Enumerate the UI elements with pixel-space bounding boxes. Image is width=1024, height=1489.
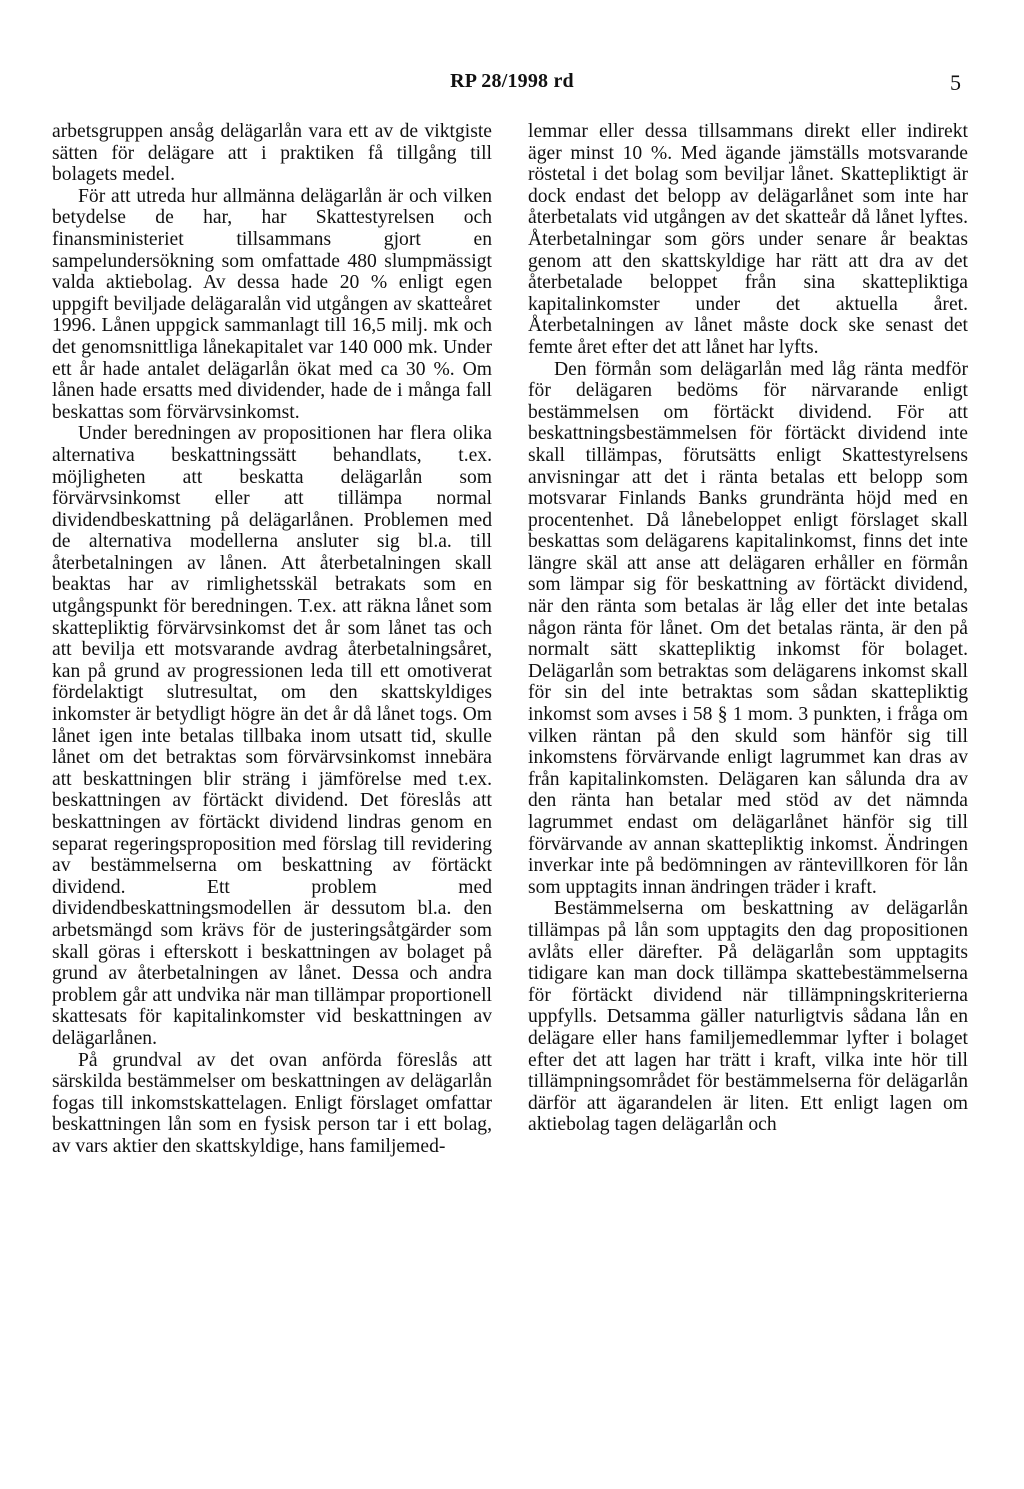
page-number: 5	[950, 70, 961, 95]
paragraph: Bestämmelserna om beskattning av delägarlån tillämpas på lån som upptagits den dag propositionen avlåts eller därefter. På delägarlån som upptagits tidigare kan man dock tillämpa skattebestämmelserna för förtäckt dividend när tillämpningskriterierna uppfylls. Detsamma gäller naturligtvis sådana lån en delägare eller hans familjemedlemmar lyfter i bolaget efter det att lagen har trätt i kraft, vilka inte hör till tillämpningsområdet för bestämmelserna för delägarlån därför att ägarandelen är liten. Ett enligt lagen om aktiebolag tagen delägarlån och	[528, 898, 968, 1136]
document-reference: RP 28/1998 rd	[450, 70, 574, 92]
paragraph: lemmar eller dessa tillsammans direkt eller indirekt äger minst 10 %. Med ägande jämställs motsvarande röstetal i det bolag som beviljar lånet. Skattepliktigt är dock endast det belopp av delägarlånet som inte har återbetalats vid utgången av det skatteår då lånet lyftes. Återbetalningar som görs under senare år beaktas genom att den skattskyldige har rätt att dra av det återbetalade beloppet från sina skattepliktiga kapitalinkomster under det aktuella året. Återbetalningen av lånet måste dock ske senast det femte året efter det att lånet har lyfts.	[528, 121, 968, 358]
paragraph: Den förmån som delägarlån med låg ränta medför för delägaren bedöms för närvarande enligt bestämmelsen om förtäckt dividend. För att beskattningsbestämmelsen för förtäckt dividend inte skall tillämpas, förutsätts enligt Skattestyrelsens anvisningar att det i ränta betalas ett belopp som motsvarar Finlands Banks grundränta höjd med en procentenhet. Då lånebeloppet enligt förslaget skall beskattas som delägarens kapitalinkomst, finns det inte längre skäl att anse att delägaren erhåller en förmån som lämpar sig för beskattning av förtäckt dividend, när den ränta som betalas är låg eller det inte betalas någon ränta för lånet. Om det betalas ränta, är den på normalt sätt skattepliktig inkomst för bolaget. Delägarlån som betraktas som delägarens inkomst skall för sin del inte betraktas som sådan skattepliktig inkomst som avses i 58 § 1 mom. 3 punkten, i fråga om vilken räntan på den skuld som hänför sig till inkomstens förvärvande enligt lagrummet kan dras av från kapitalinkomsten. Delägaren kan sålunda dra av den ränta han betalar med stöd av det nämnda lagrummet endast om delägarlånet hänför sig till förvärvande av annan skattepliktig inkomst. Ändringen inverkar inte på bedömningen av räntevillkoren för lån som upptagits innan ändringen träder i kraft.	[528, 358, 968, 898]
right-column	[528, 121, 968, 1411]
paragraph: För att utreda hur allmänna delägarlån är och vilken betydelse de har, har Skattestyrelsen och finansministeriet tillsammans gjort en sampelundersökning som omfattade 480 slumpmässigt valda aktiebolag. Av dessa hade 20 % enligt egen uppgift beviljade delägaralån vid utgången av skatteåret 1996. Lånen uppgick sammanlagt till 16,5 milj. mk och det genomsnittliga lånekapitalet var 140 000 mk. Under ett år hade antalet delägarlån ökat med ca 30 %. Om lånen hade ersatts med dividender, hade de i många fall beskattas som förvärvsinkomst.	[52, 185, 492, 423]
paragraph: På grundval av det ovan anförda föreslås att särskilda bestämmelser om beskattningen av delägarlån fogas till inkomstskattelagen. Enligt förslaget omfattar beskattningen lån som en fysisk person tar i ett bolag, av vars aktier den skattskyldige, hans familjemed-	[52, 1049, 492, 1157]
left-column	[52, 121, 492, 1411]
paragraph: arbetsgruppen ansåg delägarlån vara ett av de viktgiste sätten för delägare att i praktiken få tillgång till bolagets medel.	[52, 121, 492, 186]
paragraph: Under beredningen av propositionen har flera olika alternativa beskattningssätt behandlats, t.ex. möjligheten att beskatta delägarlån som förvärvsinkomst eller att tillämpa normal dividendbeskattning på delägarlånen. Problemen med de alternativa modellerna ansluter sig bl.a. till återbetalningen av lånen. Att återbetalningen skall beaktas har av rimlighetsskäl betrakats som en utgångspunkt för beredningen. T.ex. att räkna lånet som skattepliktig förvärvsinkomst det år som lånet tas och att bevilja ett motsvarande avdrag återbetalningsåret, kan på grund av progressionen leda till ett omotiverat fördelaktigt slutresultat, om den skattskyldiges inkomster är betydligt högre än det år då lånet togs. Om lånet igen inte betalas tillbaka inom utsatt tid, skulle lånet om det betraktas som förvärvsinkomst innebära att beskattningen blir sträng i jämförelse med t.ex. beskattningen av förtäckt dividend. Det föreslås att beskattningen av förtäckt dividend lindras genom en separat regeringsproposition med förslag till revidering av bestämmelserna om beskattning av förtäckt dividend. Ett problem med dividendbeskattningsmodellen är dessutom bl.a. den arbetsmängd som krävs för de justeringsåtgärder som skall göras i efterskott i beskattningen av bolaget på grund av återbetalningen av lånet. Dessa och andra problem går att undvika när man tillämpar proportionell skattesats för kapitalinkomster vid beskattningen av delägarlånen.	[52, 423, 492, 1049]
